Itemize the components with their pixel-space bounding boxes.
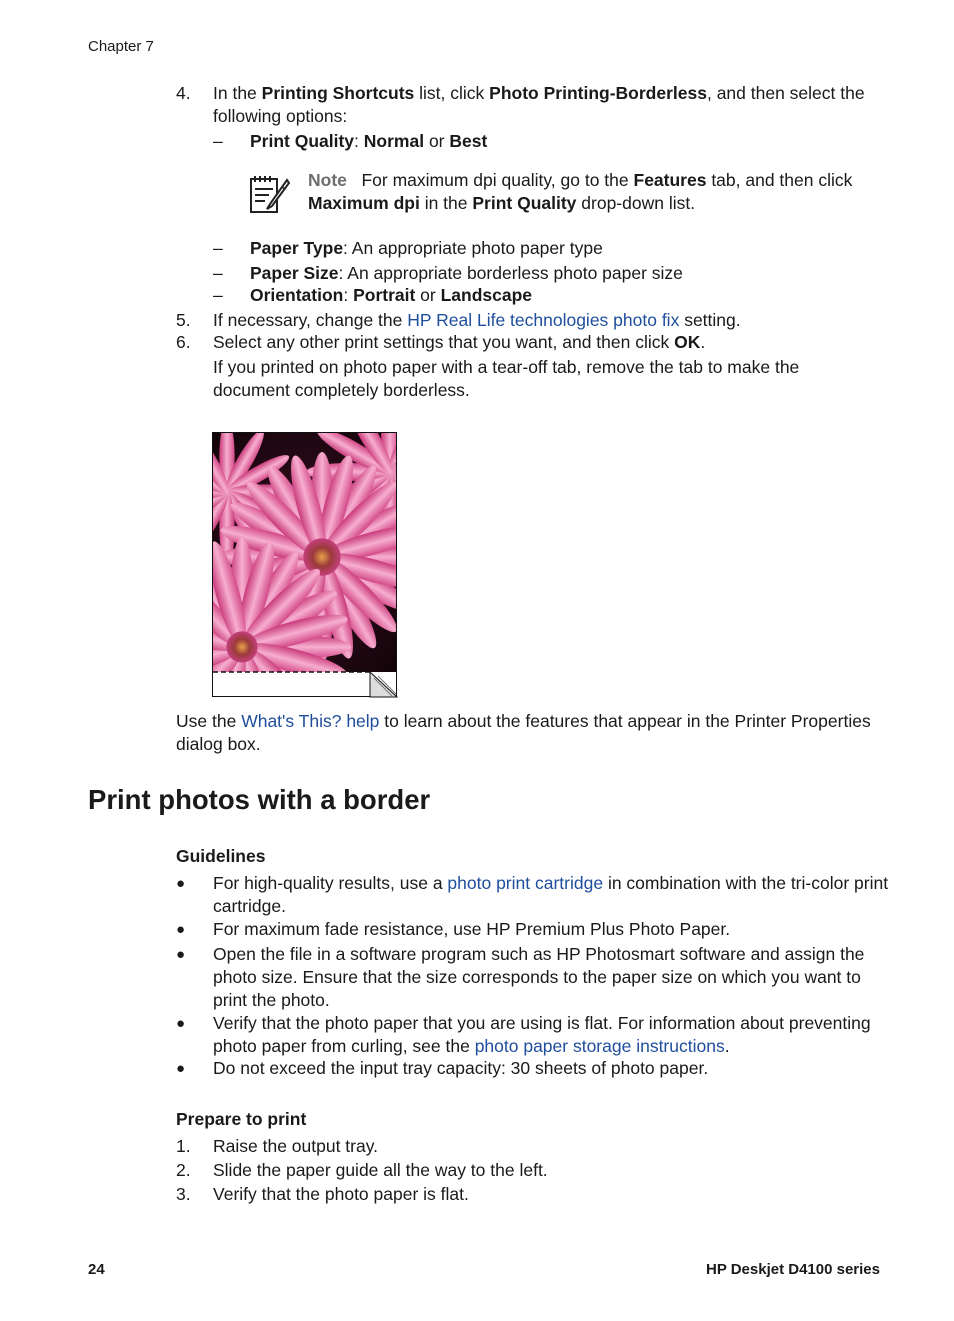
bullet: ● xyxy=(176,921,186,938)
prepare-step-text: Verify that the photo paper is flat. xyxy=(213,1184,469,1204)
option-paper-type: Paper Type: An appropriate photo paper type xyxy=(250,238,603,258)
note-icon xyxy=(248,172,292,216)
photo-paper-storage-link[interactable]: photo paper storage instructions xyxy=(474,1036,725,1056)
prepare-step-text: Raise the output tray. xyxy=(213,1136,379,1156)
whats-this-help-link[interactable]: What's This? help xyxy=(241,711,380,731)
page-number: 24 xyxy=(88,1261,105,1278)
option-dash: – xyxy=(213,131,223,151)
guideline-5: Do not exceed the input tray capacity: 30 sheets of photo paper. xyxy=(213,1058,709,1078)
product-name: HP Deskjet D4100 series xyxy=(705,1261,880,1278)
option-paper-size: Paper Size: An appropriate borderless photo paper size xyxy=(250,263,683,283)
section-title: Print photos with a border xyxy=(88,784,431,815)
prepare-step-number: 1. xyxy=(176,1136,191,1156)
step-6-text: Select any other print settings that you want, and then click OK. xyxy=(213,332,706,352)
photo-fix-link[interactable]: HP Real Life technologies photo fix xyxy=(407,310,680,330)
step-5-number: 5. xyxy=(176,310,191,330)
photo-print-cartridge-link[interactable]: photo print cartridge xyxy=(447,873,604,893)
prepare-heading: Prepare to print xyxy=(176,1109,307,1129)
step-4-text: In the Printing Shortcuts list, click Photo Printing-Borderless, and then select the following options: xyxy=(213,83,865,126)
prepare-step-number: 2. xyxy=(176,1160,191,1180)
option-dash: – xyxy=(213,238,223,258)
option-print-quality: Print Quality: Normal or Best xyxy=(250,131,488,151)
running-header: Chapter 7 xyxy=(88,38,154,55)
option-dash: – xyxy=(213,263,223,283)
step-5-text: If necessary, change the HP Real Life technologies photo fix setting. xyxy=(213,310,741,330)
note-label: Note xyxy=(308,170,347,190)
guideline-1: For high-quality results, use a photo print cartridge in combination with the tri-color print cartridge. xyxy=(213,873,889,916)
option-dash: – xyxy=(213,285,223,305)
tear-off-paragraph: If you printed on photo paper with a tear-off tab, remove the tab to make the document completely borderless. xyxy=(213,357,800,400)
bullet: ● xyxy=(176,946,186,963)
guideline-4: Verify that the photo paper that you are using is flat. For information about preventing photo paper from curling, see the photo paper storage instructions. xyxy=(213,1013,871,1056)
option-orientation: Orientation: Portrait or Landscape xyxy=(250,285,533,305)
borderless-photo-illustration xyxy=(212,432,398,698)
guidelines-heading: Guidelines xyxy=(176,846,266,866)
step-4-number: 4. xyxy=(176,83,191,103)
help-paragraph: Use the What's This? help to learn about the features that appear in the Printer Properties dialog box. xyxy=(176,711,871,754)
step-6-number: 6. xyxy=(176,332,191,352)
bullet: ● xyxy=(176,1060,186,1077)
guideline-3: Open the file in a software program such as HP Photosmart software and assign the photo size. Ensure that the size corresponds to the paper size on which you want to print the photo. xyxy=(213,944,865,1010)
guideline-2: For maximum fade resistance, use HP Premium Plus Photo Paper. xyxy=(213,919,731,939)
bullet: ● xyxy=(176,1015,186,1032)
prepare-step-number: 3. xyxy=(176,1184,191,1204)
prepare-step-text: Slide the paper guide all the way to the left. xyxy=(213,1160,548,1180)
note-text: Note For maximum dpi quality, go to the Features tab, and then click Maximum dpi in the Print Quality drop-down list. xyxy=(308,170,853,213)
bullet: ● xyxy=(176,875,186,892)
